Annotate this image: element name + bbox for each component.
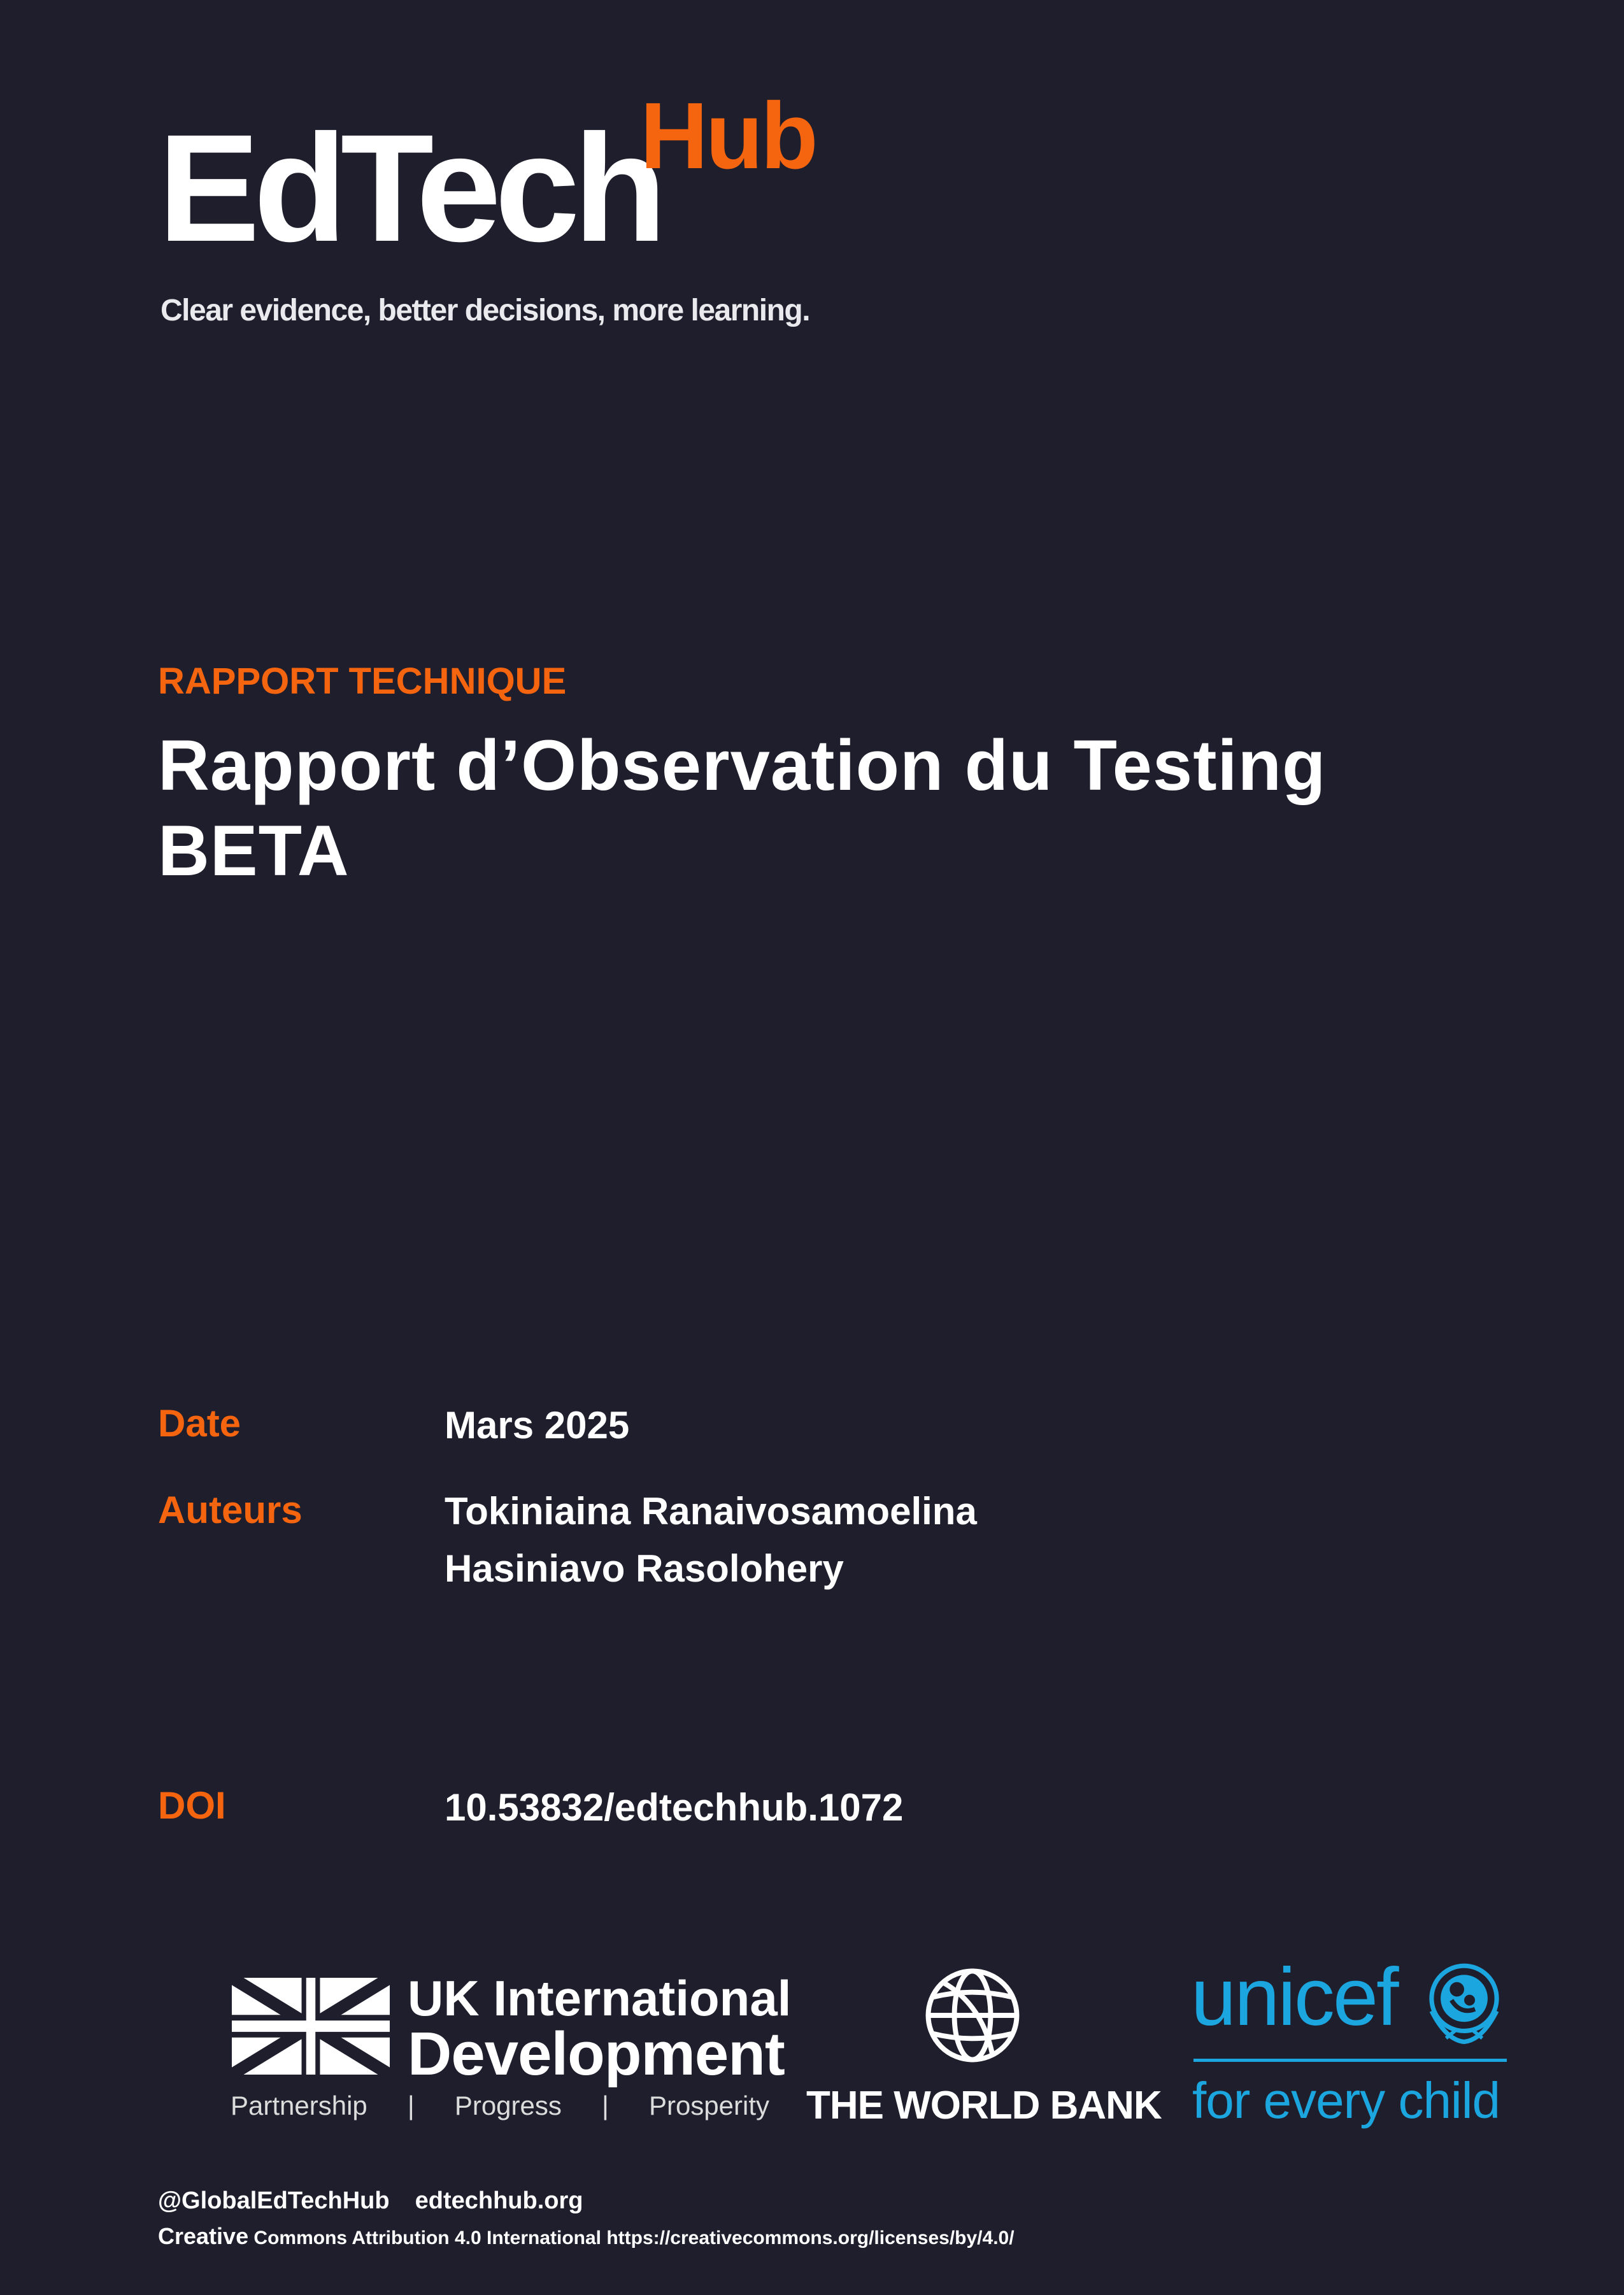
license-link[interactable]: Commons Attribution 4.0 International https://creativecommons.org/licenses/by/4.0/ xyxy=(248,2227,1015,2249)
unicef-emblem-icon xyxy=(1419,1957,1509,2047)
report-title xyxy=(158,723,1495,894)
author-name: Tokiniaina Ranaivosamoelina xyxy=(445,1490,977,1533)
date-value: Mars 2025 xyxy=(445,1404,630,1447)
uk-tagline-word: Progress xyxy=(454,2091,562,2120)
union-jack-icon xyxy=(232,1978,390,2075)
social-handle-link[interactable]: @GlobalEdTechHub xyxy=(158,2187,390,2214)
license-prefix: Creative xyxy=(158,2223,249,2249)
world-bank-name: THE WORLD BANK xyxy=(806,2084,1162,2127)
license-text xyxy=(158,2223,1015,2250)
report-title-line-1: Rapport d’Observation du Testing xyxy=(158,726,1327,805)
report-type-label: RAPPORT TECHNIQUE xyxy=(158,661,567,702)
brand-wordmark: EdTech xyxy=(158,103,661,273)
report-title-line-2: BETA xyxy=(158,811,350,890)
uk-logo-line-2: Development xyxy=(408,2020,785,2088)
uk-tagline-separator: | xyxy=(407,2091,415,2120)
uk-logo-tagline xyxy=(231,2091,769,2121)
uk-tagline-word: Prosperity xyxy=(648,2091,769,2120)
footer-contacts xyxy=(158,2187,583,2215)
globe-icon xyxy=(922,1965,1023,2066)
author-name: Hasiniavo Rasolohery xyxy=(445,1547,844,1590)
website-link[interactable]: edtechhub.org xyxy=(415,2187,583,2214)
date-label: Date xyxy=(158,1402,241,1445)
doi-value: 10.53832/edtechhub.1072 xyxy=(445,1786,904,1829)
brand-hub-mark: Hub xyxy=(640,83,816,189)
brand-tagline: Clear evidence, better decisions, more learning. xyxy=(160,294,810,327)
unicef-divider xyxy=(1193,2059,1507,2062)
uk-tagline-separator: | xyxy=(601,2091,609,2120)
unicef-wordmark: unicef xyxy=(1191,1952,1397,2043)
uk-tagline-word: Partnership xyxy=(231,2091,367,2120)
uk-logo-line-1: UK International xyxy=(408,1970,792,2026)
unicef-tagline: for every child xyxy=(1192,2072,1500,2129)
doi-label: DOI xyxy=(158,1784,226,1827)
authors-label: Auteurs xyxy=(158,1489,303,1531)
